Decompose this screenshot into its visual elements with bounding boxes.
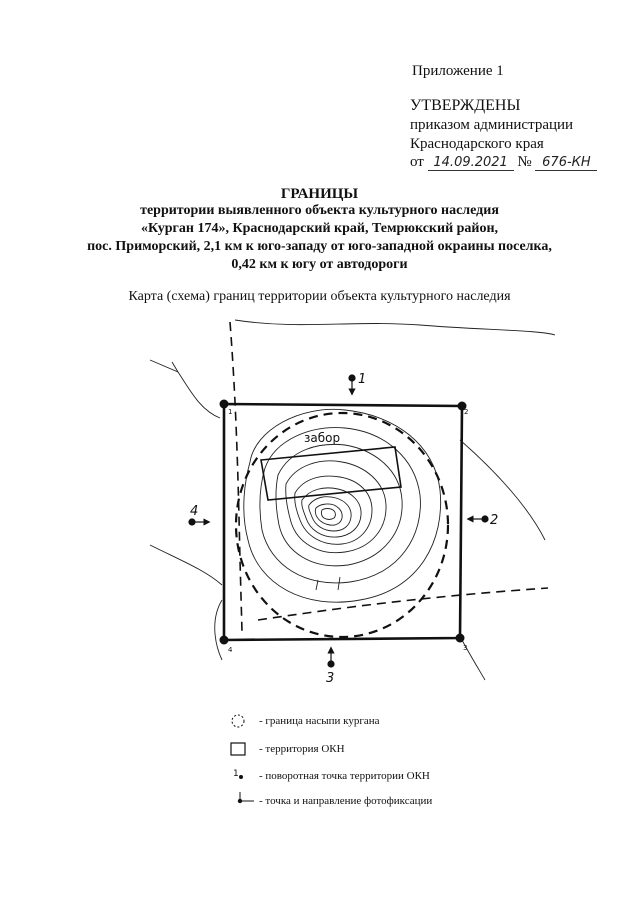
square-outline-icon	[231, 743, 245, 755]
number-label: №	[517, 154, 532, 170]
photo-direction-icon	[238, 792, 254, 803]
photo-points	[189, 375, 488, 667]
road-line-west	[230, 322, 242, 632]
legend-item-turning-point: - поворотная точка территории ОКН	[259, 770, 430, 782]
photo-point-2	[482, 516, 488, 522]
fence-label: забор	[304, 431, 341, 445]
handwritten-number: 676-КН	[535, 155, 597, 171]
photo-label-1: 1	[358, 372, 367, 387]
photo-point-1	[349, 375, 355, 381]
handwritten-date: 14.09.2021	[428, 155, 514, 171]
corner-point-4	[220, 636, 229, 645]
region-line: Краснодарского края	[410, 136, 544, 152]
document-heading: ГРАНИЦЫ	[280, 186, 359, 202]
photo-label-4: 4	[190, 504, 199, 519]
corner-points	[220, 400, 467, 645]
legend-icons	[231, 715, 254, 803]
corner-label-2: 2	[464, 408, 469, 416]
title-line-3: пос. Приморский, 2,1 км к юго-западу от юго-западной окраины поселка,	[87, 239, 552, 254]
map-caption: Карта (схема) границ территории объекта культурного наследия	[128, 289, 511, 304]
approved-label: УТВЕРЖДЕНЫ	[410, 97, 521, 114]
corner-point-3	[456, 634, 465, 643]
fence-rectangle	[261, 447, 401, 500]
turning-point-icon	[239, 775, 243, 779]
from-label: от	[410, 154, 424, 170]
territory-boundary	[224, 404, 462, 640]
order-line: приказом администрации	[410, 117, 574, 133]
corner-label-1: 1	[228, 408, 233, 416]
road-line-south	[258, 588, 548, 620]
mound-boundary	[236, 413, 448, 637]
terrain-lines	[150, 320, 555, 680]
photo-point-4	[189, 519, 195, 525]
legend-item-photo-point: - точка и направление фотофиксации	[259, 795, 433, 807]
title-line-1: территории выявленного объекта культурного наследия	[140, 203, 499, 218]
title-line-4: 0,42 км к югу от автодороги	[231, 257, 408, 272]
photo-label-2: 2	[490, 513, 499, 528]
legend-item-mound: - граница насыпи кургана	[259, 715, 380, 727]
corner-label-3: 3	[463, 644, 468, 652]
photo-label-3: 3	[326, 671, 335, 686]
legend-item-territory: - территория ОКН	[259, 743, 345, 755]
title-line-2: «Курган 174», Краснодарский край, Темрюкский район,	[140, 221, 499, 236]
dashed-circle-icon	[232, 715, 244, 727]
photo-point-3	[328, 661, 334, 667]
turning-point-number: 1	[233, 769, 239, 779]
appendix-label: Приложение 1	[412, 63, 504, 79]
corner-label-4: 4	[228, 646, 233, 654]
